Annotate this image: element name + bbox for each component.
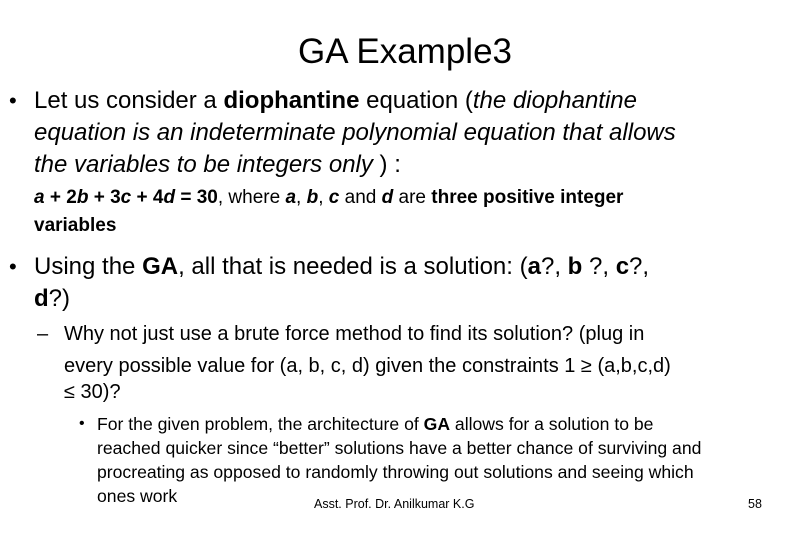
- bullet-icon: •: [9, 88, 17, 113]
- paragraph-1-line-2: equation is an indeterminate polynomial equation that allows: [34, 119, 676, 146]
- bullet-icon: •: [79, 415, 85, 432]
- footer-author: Asst. Prof. Dr. Anilkumar K.G: [314, 497, 475, 511]
- sub-bullet-2-line-1: For the given problem, the architecture of GA allows for a solution to be: [97, 414, 654, 434]
- equation-line-2: variables: [34, 215, 117, 236]
- slide-title: GA Example3: [298, 32, 512, 71]
- bullet-icon: •: [9, 254, 17, 279]
- sub-bullet-1-line-1: Why not just use a brute force method to find its solution? (plug in: [64, 323, 645, 345]
- sub-bullet-1-line-2: every possible value for (a, b, c, d) given the constraints 1 ≥ (a,b,c,d): [64, 355, 671, 377]
- sub-bullet-1-line-3: ≤ 30)?: [64, 381, 121, 403]
- paragraph-1-line-3: the variables to be integers only ) :: [34, 151, 401, 178]
- sub-bullet-2-line-2: reached quicker since “better” solutions have a better chance of surviving and: [97, 438, 702, 458]
- paragraph-2-line-1: Using the GA, all that is needed is a solution: (a?, b ?, c?,: [34, 253, 650, 280]
- sub-bullet-2-line-4: ones work: [97, 486, 178, 506]
- page-number: 58: [748, 497, 762, 511]
- paragraph-1-line-1: Let us consider a diophantine equation (the diophantine: [34, 87, 638, 114]
- dash-bullet-icon: –: [37, 323, 49, 345]
- equation-line-1: a + 2b + 3c + 4d = 30, where a, b, c and d are three positive integer: [34, 187, 624, 208]
- sub-bullet-2-line-3: procreating as opposed to randomly throwing out solutions and seeing which: [97, 462, 694, 482]
- paragraph-2-line-2: d?): [34, 285, 71, 312]
